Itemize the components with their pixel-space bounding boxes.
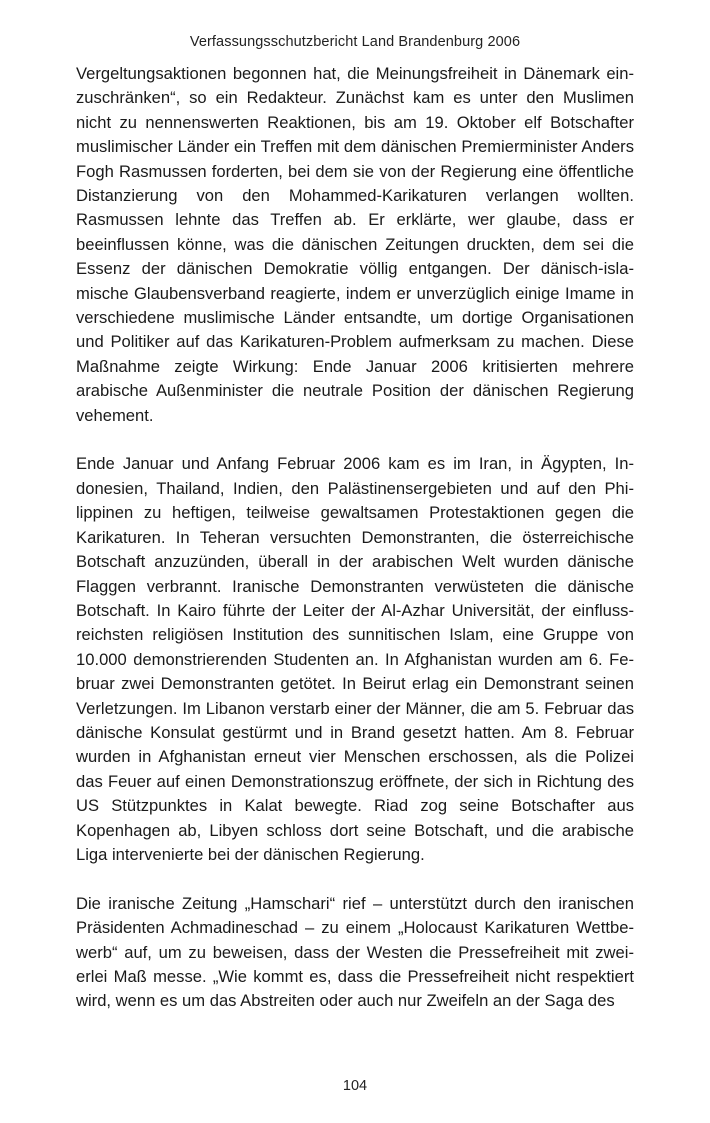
page-body bbox=[76, 62, 634, 1014]
page-number: 104 bbox=[342, 1078, 368, 1094]
body-paragraph: Die iranische Zeitung „Hamschari“ rief – unterstützt durch den iranischen Präsidenten Achmadineschad – zu einem „Holocaust Karikaturen Wettbewerb“ auf, um zu beweisen, dass der Westen die Pressefreiheit mit zweierlei Maß messe. „Wie kommt es, dass die Pressefreiheit nicht respektiert wird, wenn es um das Abstreiten oder auch nur Zweifeln an der Saga des bbox=[76, 893, 634, 1011]
body-paragraph: Vergeltungsaktionen begonnen hat, die Meinungsfreiheit in Dänemark einzuschränken“, so ein Redakteur. Zunächst kam es unter den Muslimen nicht zu nennenswerten Reaktionen, bis am 19. Oktober elf Botschafter muslimischer Länder ein Treffen mit dem dänischen Premierminister Anders Fogh Rasmussen forderten, bei dem sie von der Regierung eine öffentliche Distanzierung von den Mohammed-Karikaturen verlangen wollten. Rasmussen lehnte das Treffen ab. Er erklärte, wer glaube, dass er beeinflussen könne, was die dänischen Zeitungen druckten, dem sei die Essenz der dänischen Demokratie völlig entgangen. Der dänisch-islamische Glaubensverband reagierte, indem er unverzüglich einige Imame in verschiedene muslimische Länder entsandte, um dortige Organisationen und Politiker auf das Karikaturen-Problem aufmerksam zu machen. Diese Maßnahme zeigte Wirkung: Ende Januar 2006 kritisierten mehrere arabische Außenminister die neutrale Position der dänischen Regierung vehement. bbox=[76, 64, 634, 425]
running-header: Verfassungsschutzbericht Land Brandenburg 2006 bbox=[189, 34, 521, 50]
body-paragraph: Ende Januar und Anfang Februar 2006 kam es im Iran, in Ägypten, Indonesien, Thailand, Indien, den Palästinensergebieten und auf den Philippinen zu heftigen, teilweise gewaltsamen Protestaktionen gegen die Karikaturen. In Teheran versuchten Demonstranten, die österreichische Botschaft anzuzünden, überall in der arabischen Welt wurden dänische Flaggen verbrannt. Iranische Demonstranten verwüsteten die dänische Botschaft. In Kairo führte der Leiter der Al-Azhar Universität, der einflussreichsten religiösen Institution des sunnitischen Islam, eine Gruppe von 10.000 demonstrierenden Studenten an. In Afghanistan wurden am 6. Februar zwei Demonstranten getötet. In Beirut erlag ein Demonstrant seinen Verletzungen. Im Libanon verstarb einer der Männer, die am 5. Februar das dänische Konsulat gestürmt und in Brand gesetzt hatten. Am 8. Februar wurden in Afghanistan erneut vier Menschen erschossen, als die Polizei das Feuer auf einen Demonstrationszug eröffnete, der sich in Richtung des US Stützpunktes in Kalat bewegte. Riad zog seine Botschafter aus Kopenhagen ab, Libyen schloss dort seine Botschaft, und die arabische Liga intervenierte bei der dänischen Regierung. bbox=[76, 454, 634, 864]
